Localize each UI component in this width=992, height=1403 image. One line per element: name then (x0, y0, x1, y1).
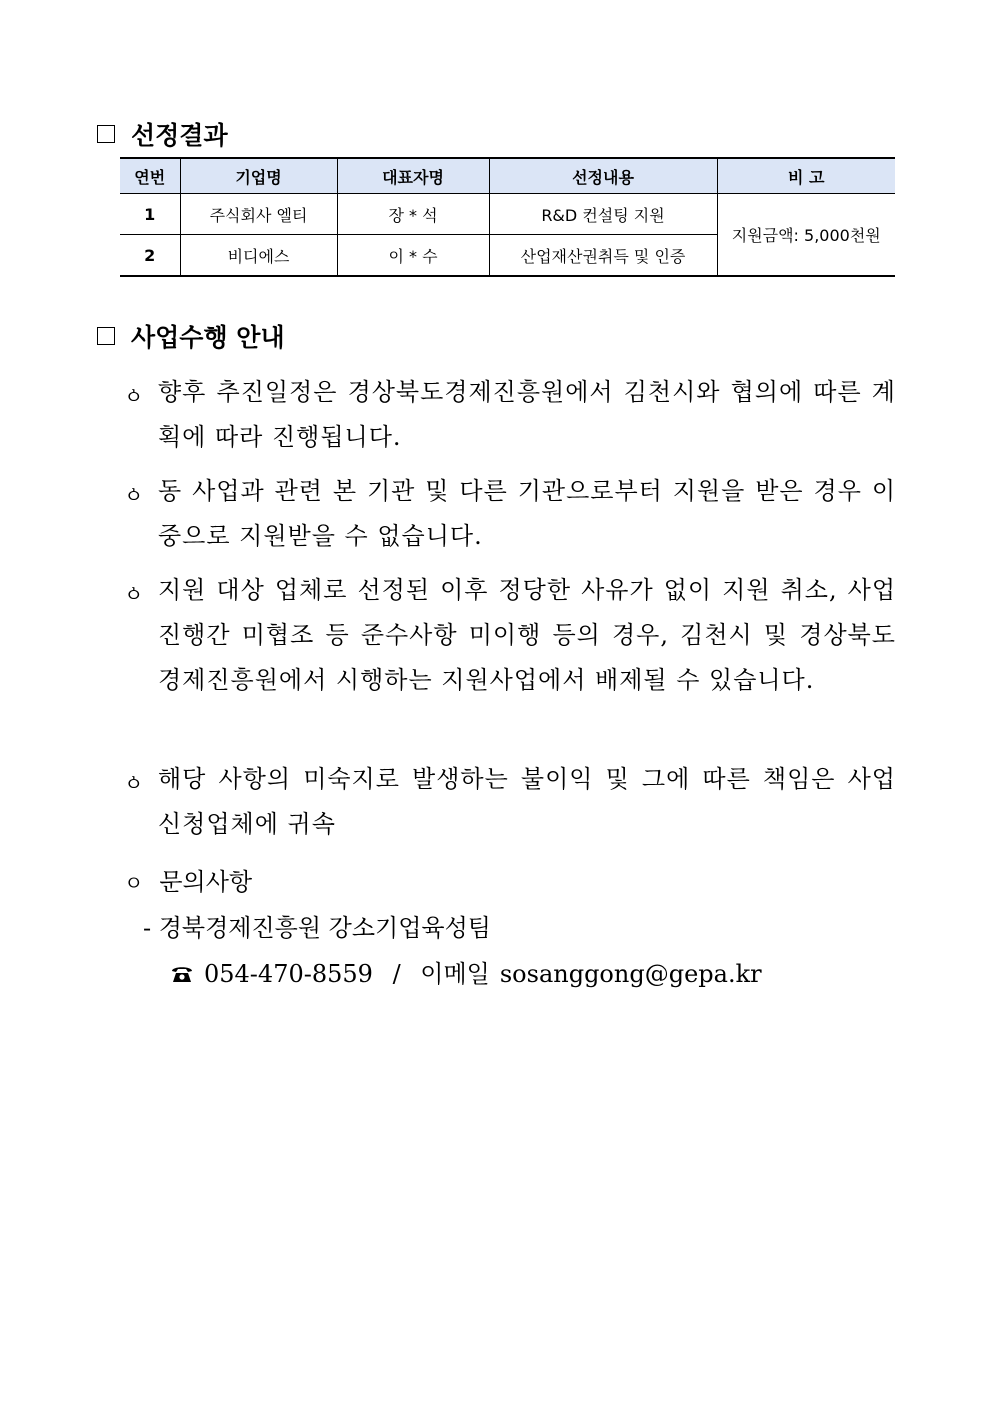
bullet-mark: ㆁ (124, 384, 144, 408)
cell-ceo: 이 * 수 (337, 235, 489, 277)
cell-ceo: 장 * 석 (337, 194, 489, 235)
bullet-text: 지원 대상 업체로 선정된 이후 정당한 사유가 없이 지원 취소, 사업 진행간 미협조 등 준수사항 미이행 등의 경우, 김천시 및 경상북도경제진흥원에서 시행하는 지원사업에서 배제될 수 있습니다. (158, 576, 896, 694)
inquiry-mark: ㅇ (124, 871, 144, 895)
cell-remark: 지원금액: 5,000천원 (717, 194, 895, 277)
bullet-mark: ㆁ (124, 582, 144, 606)
table-header-row (120, 158, 895, 194)
checkbox-square-icon (97, 125, 115, 143)
bullet-text: 향후 추진일정은 경상북도경제진흥원에서 김천시와 협의에 따른 계획에 따라 진행됩니다. (158, 378, 896, 451)
header-company: 기업명 (180, 158, 337, 194)
header-remark: 비 고 (717, 158, 895, 194)
email-address: sosanggong@gepa.kr (499, 960, 762, 988)
section-title: 사업수행 안내 (131, 323, 285, 352)
cell-no: 1 (120, 194, 180, 235)
header-ceo: 대표자명 (337, 158, 489, 194)
bullet-text: 해당 사항의 미숙지로 발생하는 불이익 및 그에 따른 책임은 사업 신청업체에 귀속 (158, 765, 896, 838)
inquiry-department: - 경북경제진흥원 강소기업육성팀 (143, 914, 491, 942)
table-row (120, 194, 895, 235)
inquiry-label: 문의사항 (159, 868, 253, 896)
cell-content: R&D 컨설팅 지원 (489, 194, 717, 235)
section-heading-results (97, 116, 228, 152)
selection-results-table (120, 157, 895, 277)
cell-content: 산업재산권취득 및 인증 (489, 235, 717, 277)
bullet-mark: ㆁ (124, 483, 144, 507)
inquiry-contact-line (170, 954, 762, 990)
cell-company: 주식회사 엘티 (180, 194, 337, 235)
checkbox-square-icon (97, 327, 115, 345)
section-title: 선정결과 (131, 121, 228, 150)
section-heading-guide (97, 318, 285, 354)
bullet-mark: ㆁ (124, 771, 144, 795)
email-label: 이메일 (420, 960, 490, 988)
phone-number: 054-470-8559 (204, 960, 373, 988)
phone-icon (170, 962, 194, 990)
header-no: 연번 (120, 158, 180, 194)
bullet-text: 동 사업과 관련 본 기관 및 다른 기관으로부터 지원을 받은 경우 이중으로 지원받을 수 없습니다. (158, 477, 896, 550)
header-content: 선정내용 (489, 158, 717, 194)
separator: / (392, 960, 401, 988)
cell-no: 2 (120, 235, 180, 277)
cell-company: 비디에스 (180, 235, 337, 277)
inquiry-heading (124, 862, 252, 897)
